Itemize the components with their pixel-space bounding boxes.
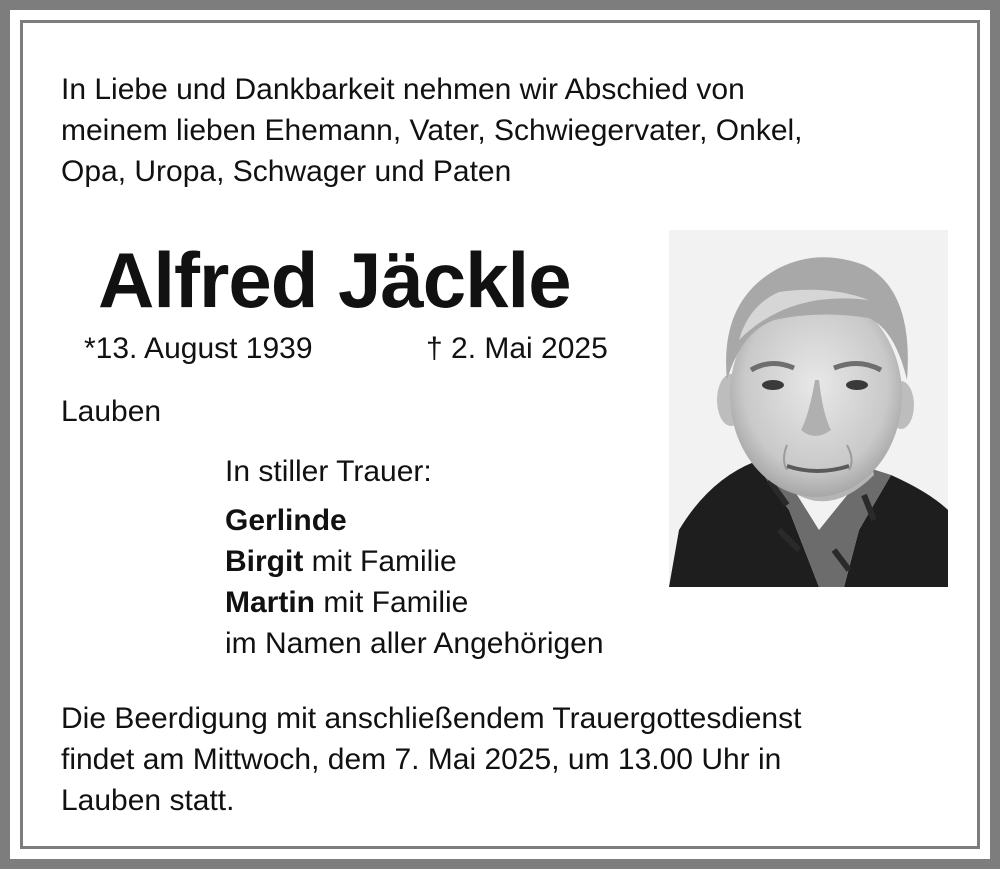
birth-date: *13. August 1939	[84, 332, 313, 365]
residence-place: Lauben	[61, 395, 162, 428]
deceased-name: Alfred Jäckle	[98, 236, 571, 324]
funeral-notice	[61, 698, 801, 821]
mourners-closing: im Namen aller Angehörigen	[225, 627, 604, 660]
intro-line: Opa, Uropa, Schwager und Paten	[61, 155, 512, 188]
funeral-line: Die Beerdigung mit anschließendem Trauergottesdienst	[61, 702, 802, 735]
funeral-line: Lauben statt.	[61, 784, 235, 817]
mourner-suffix: mit Familie	[303, 545, 457, 578]
mourner-name: Birgit	[225, 545, 304, 578]
intro-line: In Liebe und Dankbarkeit nehmen wir Abschied von	[61, 73, 745, 106]
mourner-entry	[225, 582, 604, 623]
mourner-entry	[225, 541, 604, 582]
mourner-suffix: mit Familie	[315, 586, 469, 619]
mourner-entry	[225, 500, 604, 541]
intro-text	[61, 69, 803, 192]
mourner-name: Martin	[225, 586, 315, 619]
mourners-list	[225, 500, 604, 664]
intro-line: meinem lieben Ehemann, Vater, Schwiegervater, Onkel,	[61, 114, 803, 147]
mourners-heading: In stiller Trauer:	[225, 455, 432, 488]
mourner-name: Gerlinde	[225, 504, 347, 537]
death-date: † 2. Mai 2025	[426, 332, 608, 365]
portrait-photo	[669, 230, 948, 587]
portrait-illustration	[669, 230, 948, 587]
funeral-line: findet am Mittwoch, dem 7. Mai 2025, um 13.00 Uhr in	[61, 743, 782, 776]
